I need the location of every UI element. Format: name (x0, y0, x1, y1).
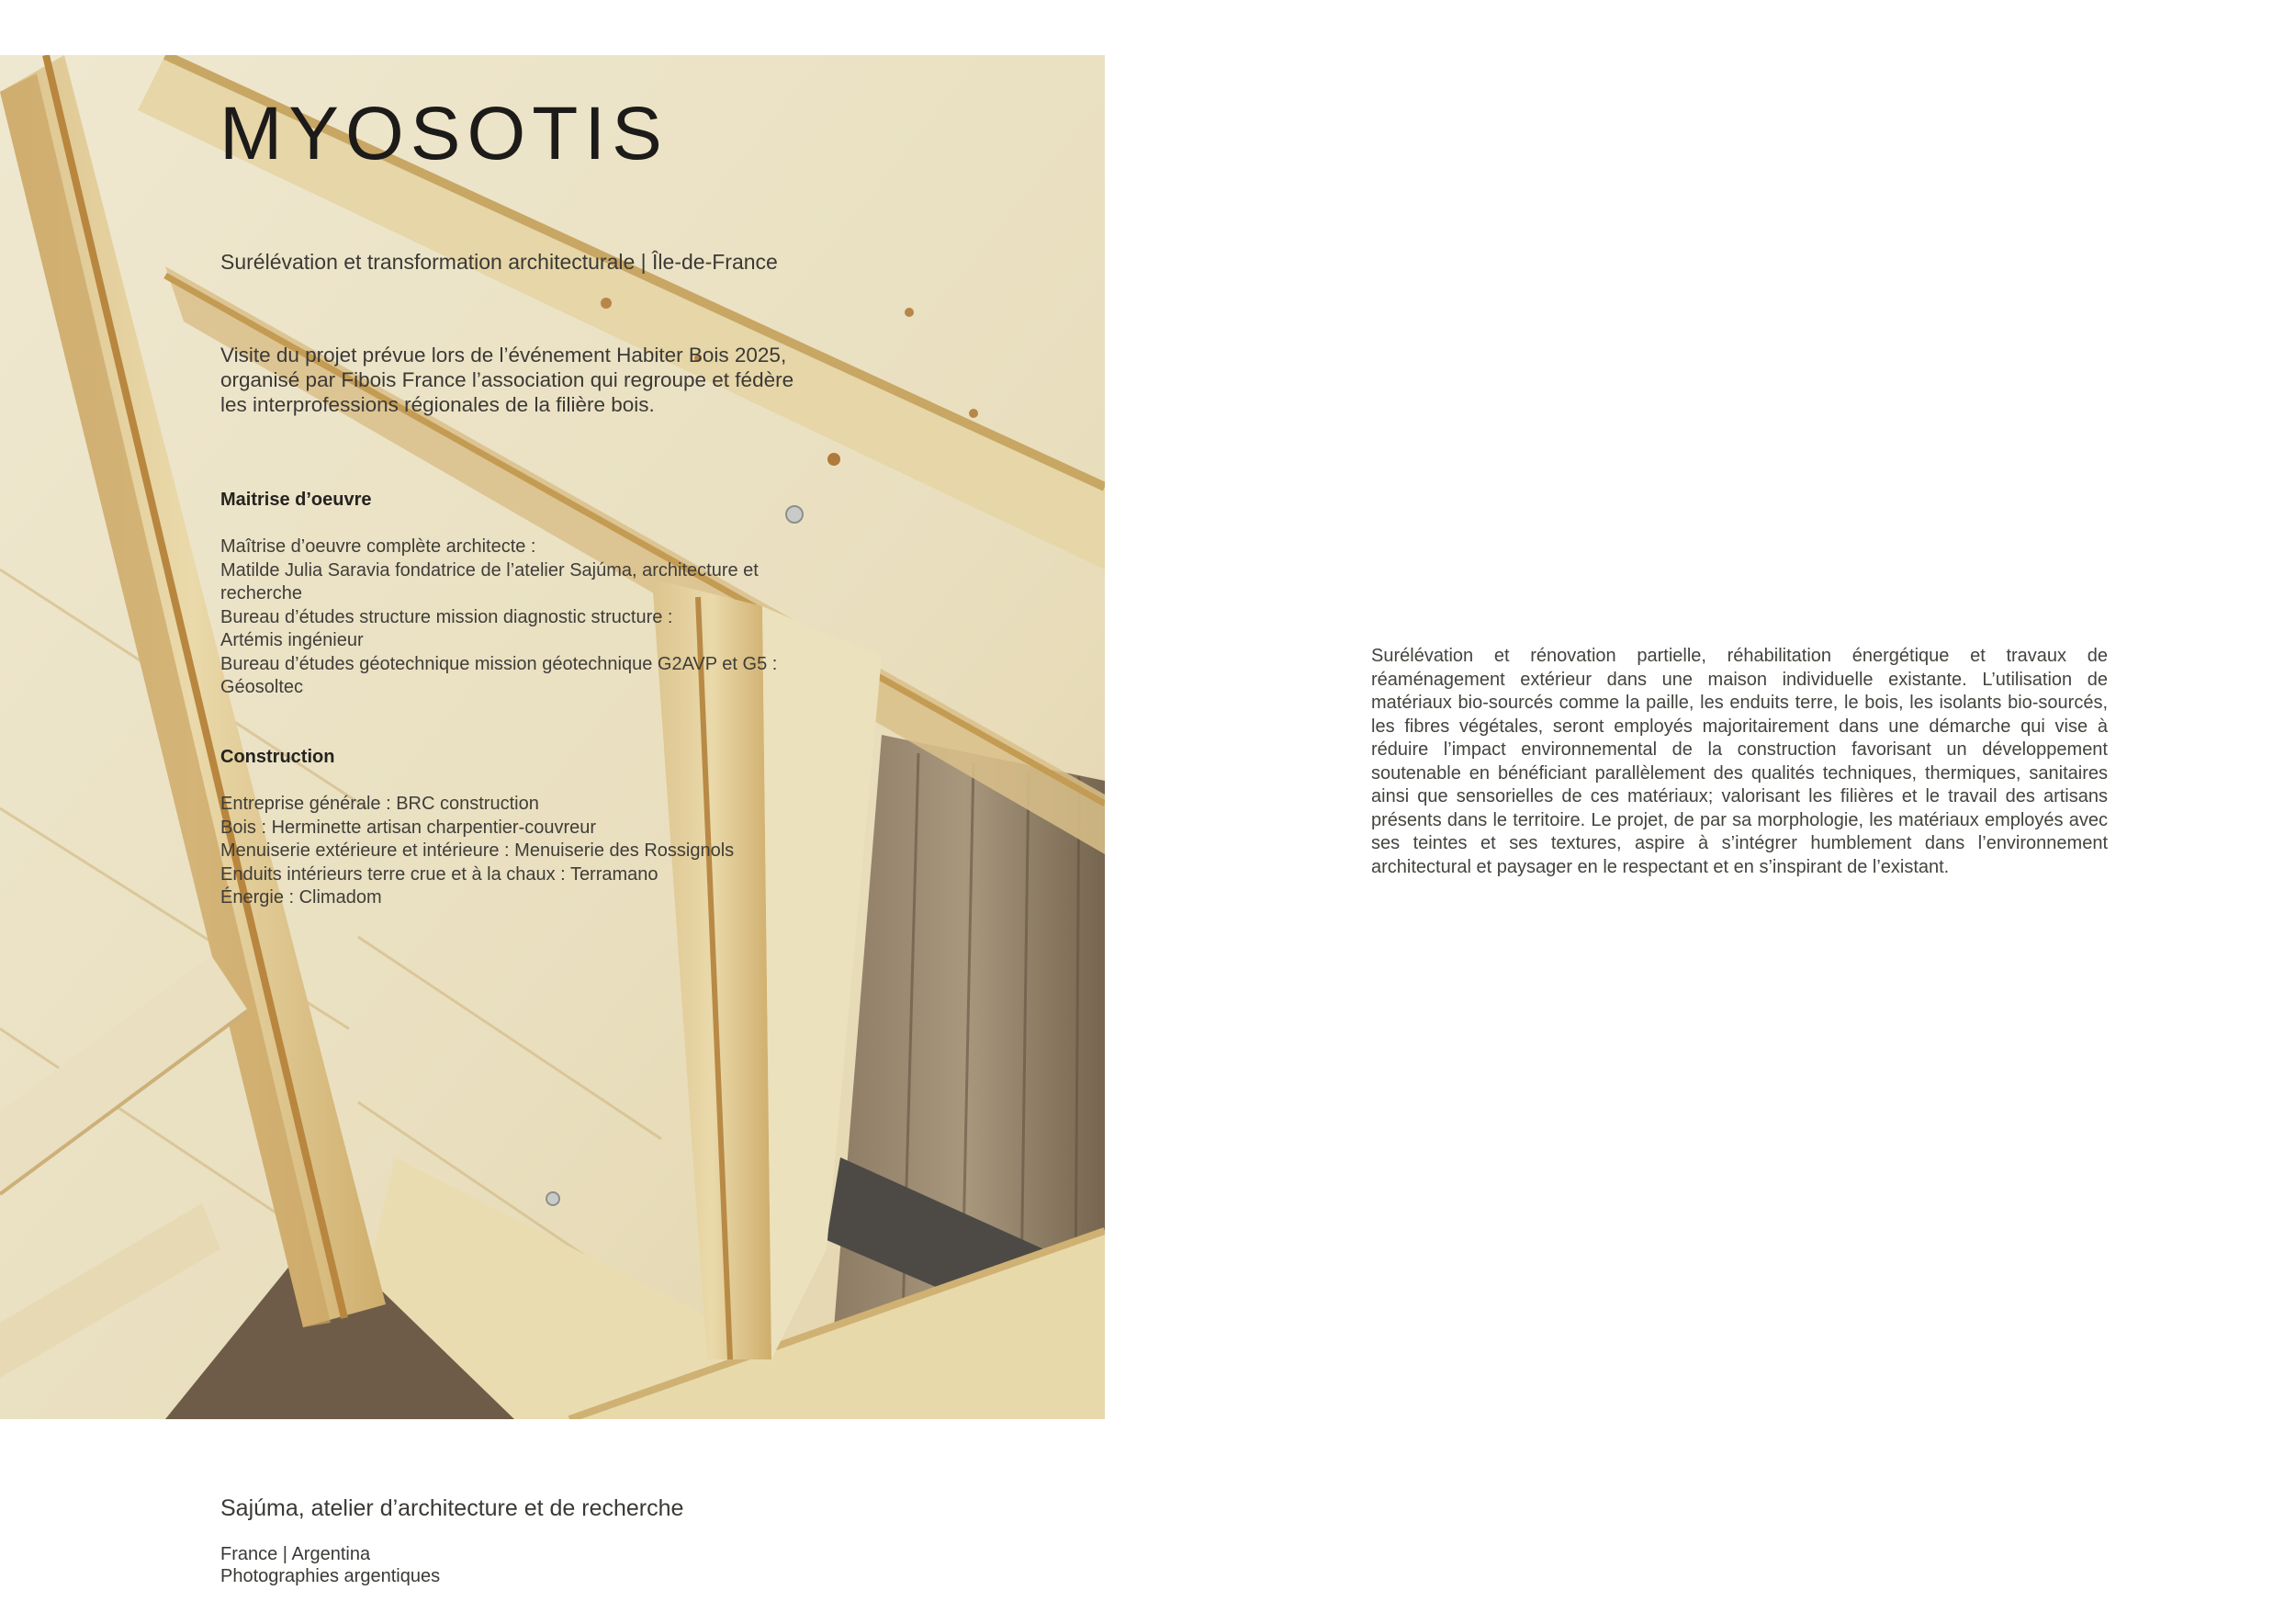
intro-line: Visite du projet prévue lors de l’événement Habiter Bois 2025, (220, 344, 787, 367)
maitrise-line: Bureau d’études géotechnique mission géotechnique G2AVP et G5 : (220, 653, 778, 674)
maitrise-line: Géosoltec (220, 677, 304, 697)
construction-line: Menuiserie extérieure et intérieure : Menuiserie des Rossignols (220, 840, 735, 861)
construction-line: Bois : Herminette artisan charpentier-couvreur (220, 817, 597, 838)
maitrise-line: Bureau d’études structure mission diagnostic structure : (220, 606, 673, 627)
intro-paragraph (220, 343, 845, 417)
footer-info (220, 1543, 440, 1587)
construction-line: Enduits intérieurs terre crue et à la chaux : Terramano (220, 863, 658, 885)
project-subtitle: Surélévation et transformation architecturale | Île-de-France (220, 250, 778, 274)
footer-line: Photographies argentiques (220, 1566, 441, 1586)
studio-name: Sajúma, atelier d’architecture et de recherche (220, 1495, 684, 1521)
construction-line: Énergie : Climadom (220, 887, 382, 908)
construction-line: Entreprise générale : BRC construction (220, 794, 539, 814)
maitrise-line: Matilde Julia Saravia fondatrice de l’atelier Sajúma, architecture et (220, 559, 759, 581)
maitrise-line: Artémis ingénieur (220, 630, 364, 650)
footer-line: France | Argentina (220, 1544, 371, 1564)
maitrise-heading: Maitrise d’oeuvre (220, 490, 372, 510)
project-description: Surélévation et rénovation partielle, réhabilitation énergétique et travaux de réaménagement extérieur dans une maison individuelle existante. L’utilisation de matériaux bio-sourcés comme la paille, les enduits terre, le bois, les isolants bio-sourcés, les fibres végétales, seront employés majoritairement dans une démarche qui vise à réduire l’impact environnemental de la construction favorisant un développement soutenable en bénéficiant parallèlement des qualités techniques, thermiques, sanitaires ainsi que sensorielles de ces matériaux; valorisant les filières et le travail des artisans présents dans le territoire. Le projet, de par sa morphologie, les matériaux employés avec ses teintes et ses textures, aspire à s’intégrer humblement dans l’environnement architectural et paysager en le respectant et en s’inspirant de l’existant. (1371, 646, 2108, 877)
maitrise-line: recherche (220, 583, 302, 603)
intro-line: les interprofessions régionales de la filière bois. (220, 393, 655, 416)
maitrise-line: Maîtrise d’oeuvre complète architecte : (220, 536, 536, 557)
intro-line: organisé par Fibois France l’association qui regroupe et fédère (220, 368, 794, 391)
construction-list (220, 793, 734, 910)
maitrise-list (220, 536, 777, 700)
project-title: MYOSOTIS (219, 92, 669, 175)
construction-heading: Construction (220, 747, 335, 767)
